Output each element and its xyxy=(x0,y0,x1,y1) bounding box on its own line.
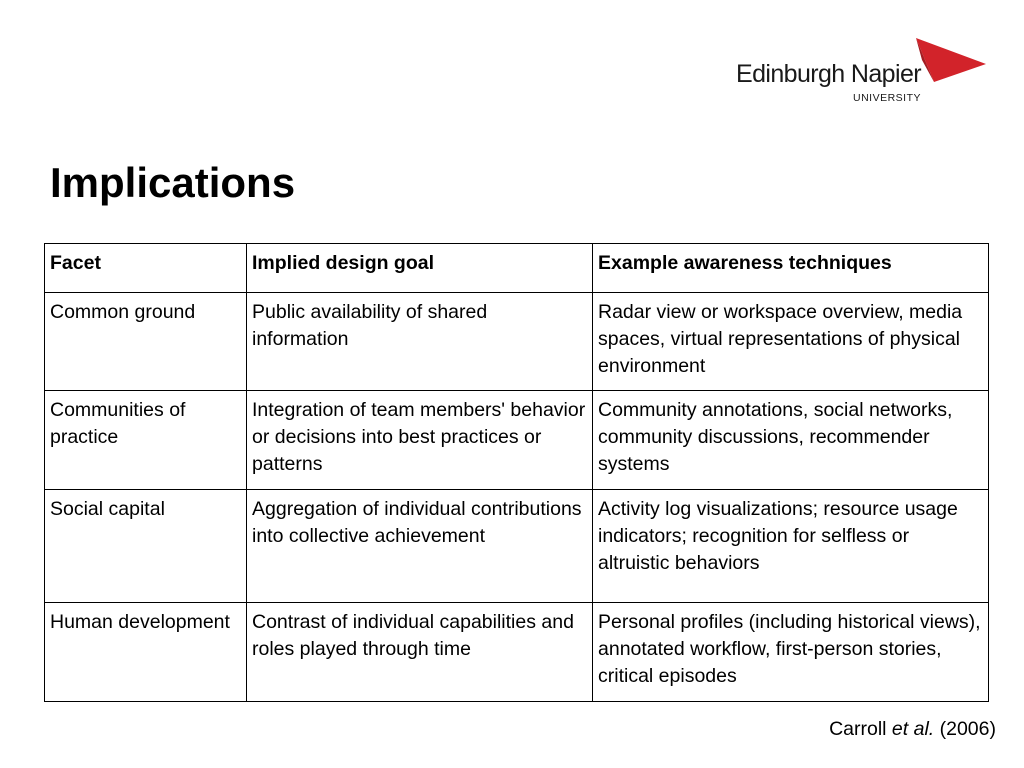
citation-author: Carroll xyxy=(829,718,887,740)
cell-facet: Common ground xyxy=(45,293,247,391)
table-row xyxy=(45,293,989,391)
logo-subtitle: UNIVERSITY xyxy=(853,92,922,104)
red-flag-icon xyxy=(912,38,988,98)
cell-facet: Communities of practice xyxy=(45,391,247,490)
citation xyxy=(829,718,996,741)
citation-year: (2006) xyxy=(939,718,996,740)
cell-techniques: Radar view or workspace overview, media spaces, virtual representations of physical environment xyxy=(593,293,989,391)
cell-design-goal: Public availability of shared information xyxy=(247,293,593,391)
header-facet: Facet xyxy=(45,244,247,293)
slide-title: Implications xyxy=(50,159,296,206)
university-logo xyxy=(736,38,988,104)
cell-facet: Human development xyxy=(45,603,247,702)
logo-name: Edinburgh Napier xyxy=(736,60,921,88)
table-row xyxy=(45,391,989,490)
cell-facet: Social capital xyxy=(45,490,247,603)
header-design-goal: Implied design goal xyxy=(247,244,593,293)
header-techniques: Example awareness techniques xyxy=(593,244,989,293)
implications-table xyxy=(44,243,989,702)
cell-design-goal: Integration of team members' behavior or decisions into best practices or patterns xyxy=(247,391,593,490)
table-row xyxy=(45,490,989,603)
cell-techniques: Personal profiles (including historical views), annotated workflow, first-person stories, critical episodes xyxy=(593,603,989,702)
cell-techniques: Community annotations, social networks, community discussions, recommender systems xyxy=(593,391,989,490)
cell-techniques: Activity log visualizations; resource usage indicators; recognition for selfless or altruistic behaviors xyxy=(593,490,989,603)
table-header-row xyxy=(45,244,989,293)
cell-design-goal: Aggregation of individual contributions into collective achievement xyxy=(247,490,593,603)
table-row xyxy=(45,603,989,702)
citation-etal: et al. xyxy=(891,718,935,740)
cell-design-goal: Contrast of individual capabilities and roles played through time xyxy=(247,603,593,702)
